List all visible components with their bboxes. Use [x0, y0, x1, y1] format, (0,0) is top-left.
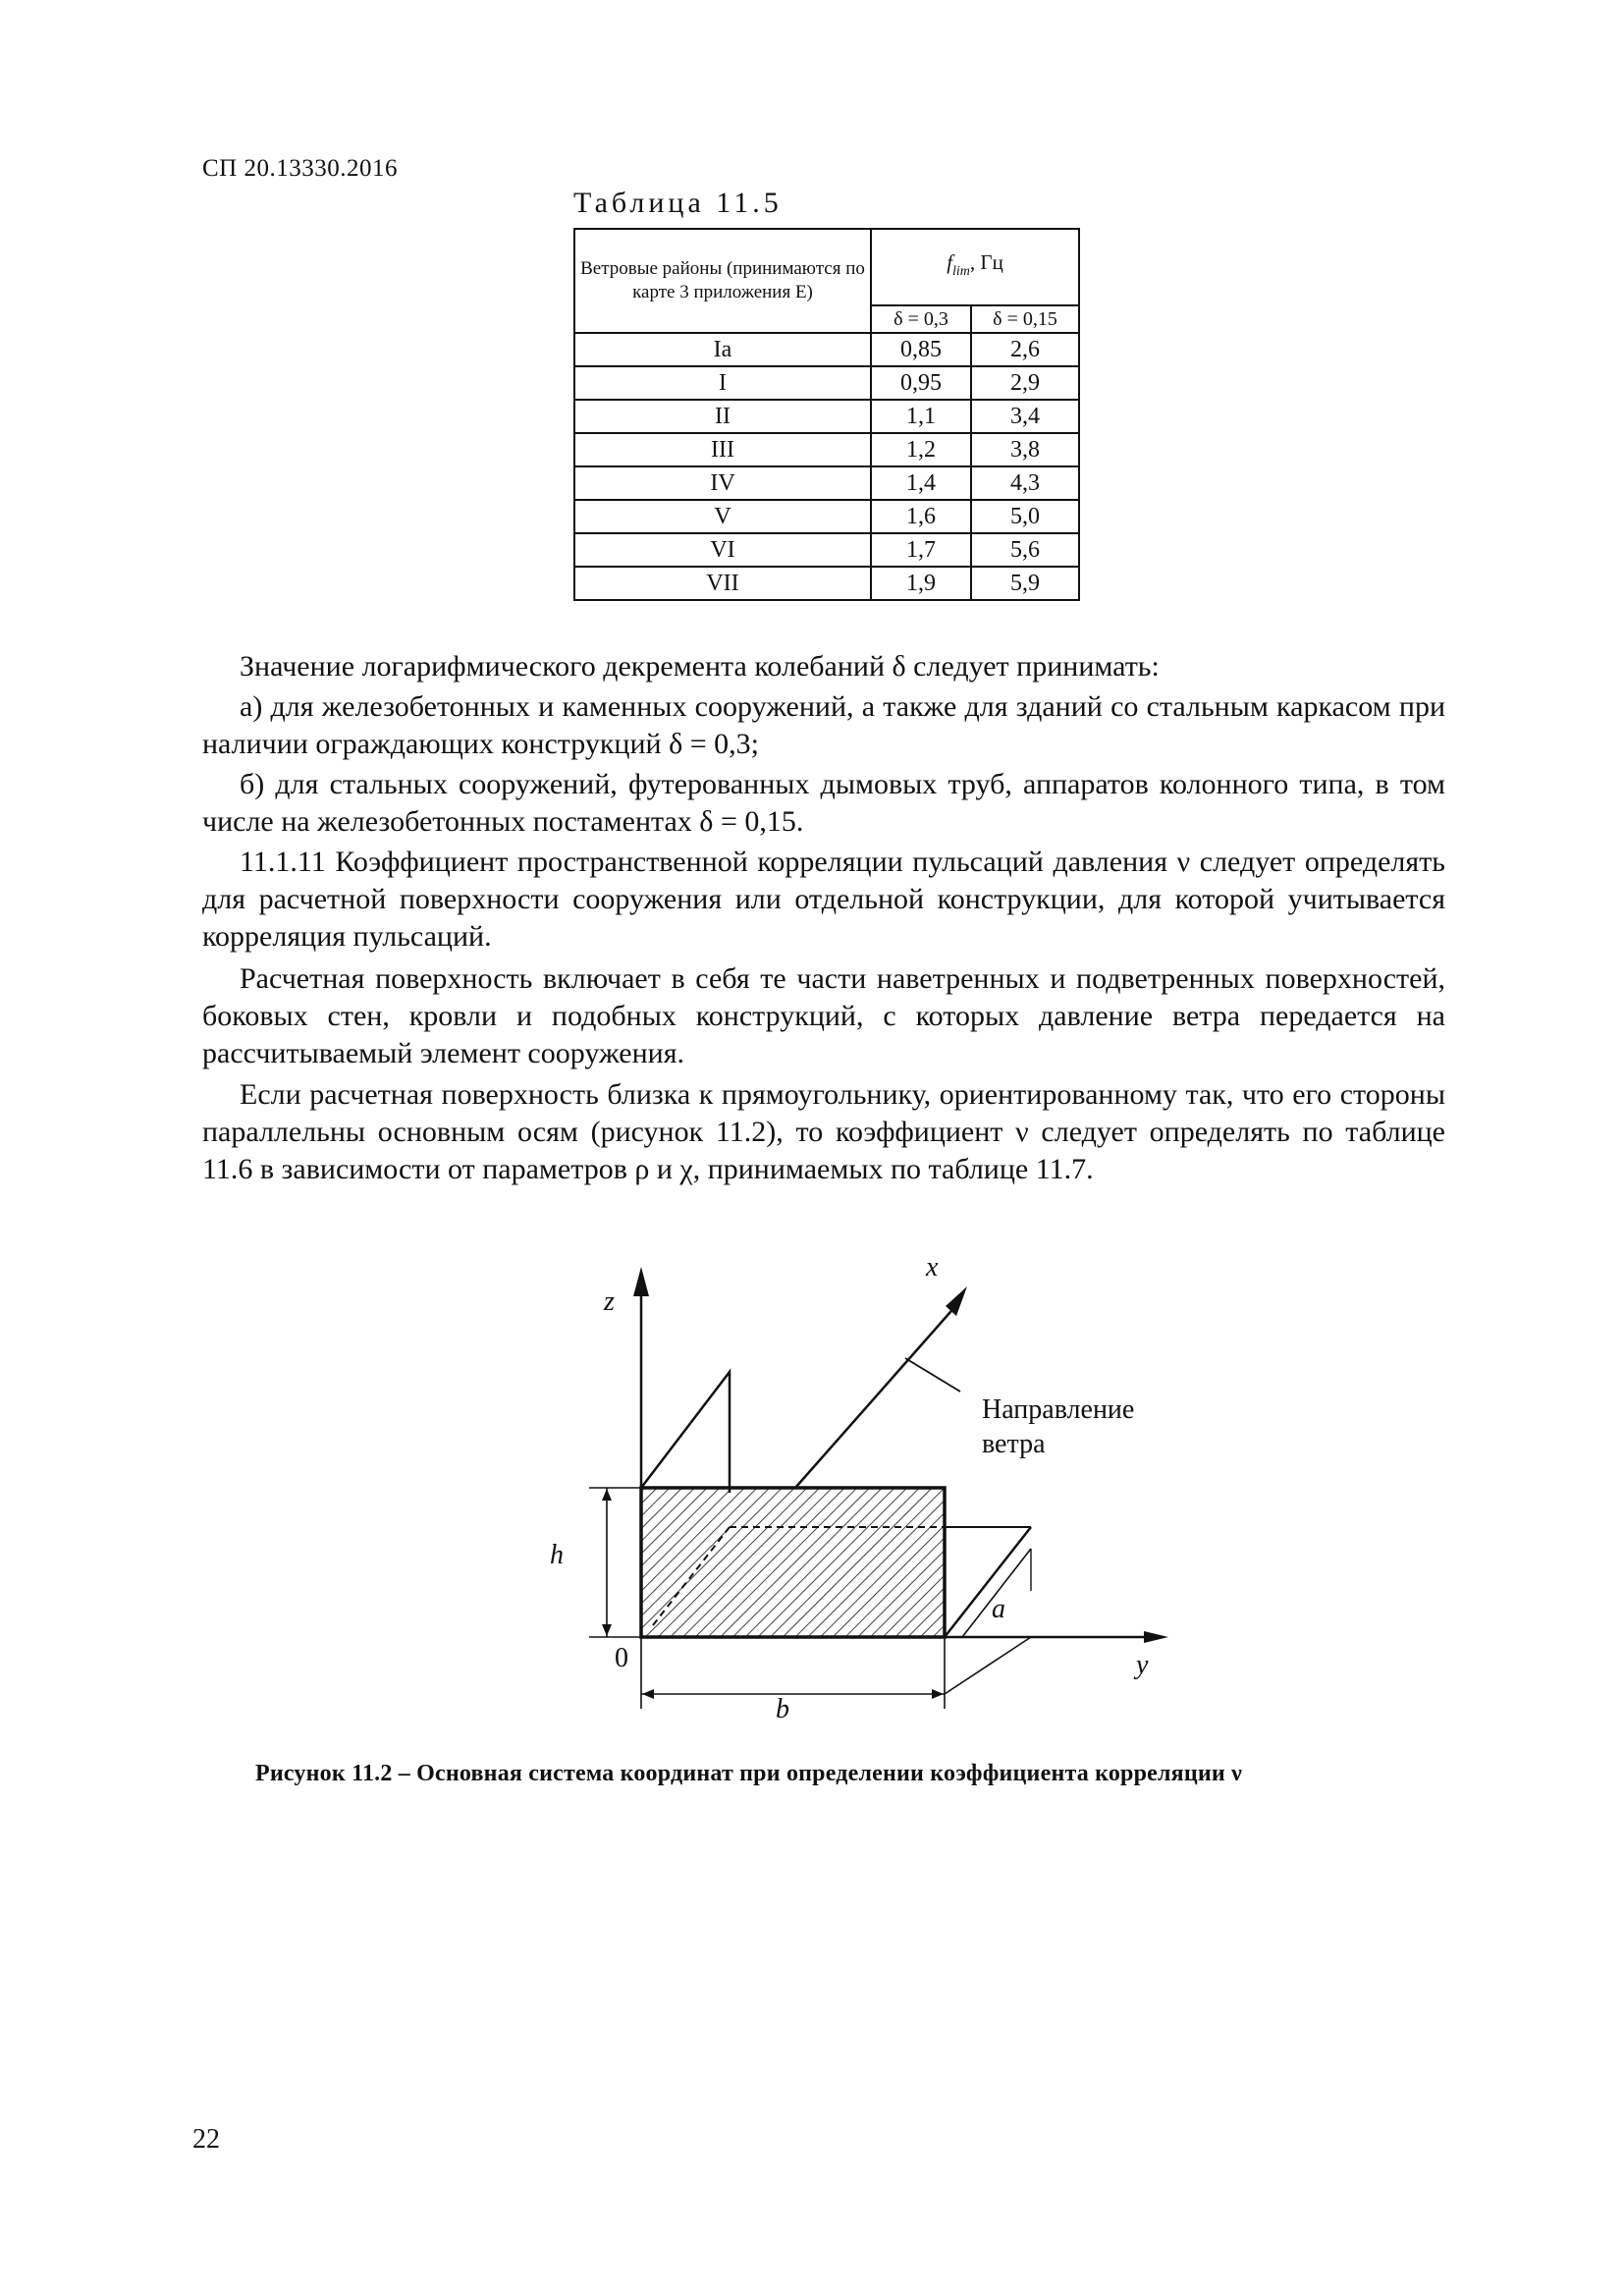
- axis-label-x: x: [926, 1252, 939, 1283]
- origin-label: 0: [615, 1643, 628, 1673]
- value-cell: 5,9: [971, 567, 1079, 600]
- region-cell: VII: [574, 567, 871, 600]
- table-row: [574, 433, 1079, 466]
- value-cell: 1,9: [871, 567, 971, 600]
- table-row: [574, 500, 1079, 533]
- value-cell: 5,6: [971, 533, 1079, 567]
- value-cell: 1,1: [871, 400, 971, 433]
- right-diagonal: [945, 1527, 1031, 1637]
- value-cell: 1,2: [871, 433, 971, 466]
- frequency-limit-table: [573, 228, 1080, 601]
- value-cell: 2,9: [971, 366, 1079, 400]
- paragraph-item-b: б) для стальных сооружений, футерованных дымовых труб, аппаратов колонного типа, в том числе на железобетонных постаментах δ = 0,15.: [202, 768, 1445, 838]
- coordinate-diagram: [550, 1257, 1178, 1728]
- table-row: [574, 333, 1079, 366]
- value-cell: 1,7: [871, 533, 971, 567]
- document-code: СП 20.13330.2016: [202, 155, 398, 182]
- dim-label-a: a: [992, 1594, 1005, 1624]
- value-cell: 0,85: [871, 333, 971, 366]
- region-cell: IV: [574, 466, 871, 500]
- page-number: 22: [192, 2124, 220, 2155]
- wind-direction-label-line2: ветра: [982, 1429, 1046, 1459]
- table-caption: Таблица 11.5: [573, 187, 783, 219]
- value-cell: 3,8: [971, 433, 1079, 466]
- dim-label-b: b: [776, 1694, 789, 1724]
- paragraph-decrement-intro: Значение логарифмического декремента колебаний δ следует принимать:: [240, 650, 1160, 683]
- value-cell: 0,95: [871, 366, 971, 400]
- paragraph-item-a: а) для железобетонных и каменных сооружений, а также для зданий со стальным каркасом при наличии ограждающих конструкций δ = 0,3;: [202, 690, 1445, 760]
- value-cell: 2,6: [971, 333, 1079, 366]
- value-cell: 1,6: [871, 500, 971, 533]
- x-axis: [795, 1286, 967, 1488]
- freq-unit: , Гц: [969, 250, 1003, 275]
- figure-caption: Рисунок 11.2 – Основная система координат при определении коэффициента корреляции ν: [255, 1761, 1243, 1786]
- wind-direction-leader: [905, 1358, 960, 1392]
- paragraph-rectangle-surface: Если расчетная поверхность близка к прямоугольнику, ориентированному так, что его стороны параллельны основным осям (рисунок 11.2), то коэффициент ν следует определять по таблице 11.6 в зависимости от параметров ρ и χ, принимаемых по таблице 11.7.: [202, 1078, 1445, 1185]
- header-delta-015: δ = 0,15: [971, 305, 1079, 333]
- header-delta-03: δ = 0,3: [871, 305, 971, 333]
- value-cell: 5,0: [971, 500, 1079, 533]
- paragraph-clause-11-1-11: 11.1.11 Коэффициент пространственной корреляции пульсаций давления ν следует определять для расчетной поверхности сооружения или отдельной конструкции, для которой учитывается корреляция пульсаций.: [202, 846, 1445, 953]
- paragraph-design-surface: Расчетная поверхность включает в себя те части наветренных и подветренных поверхностей, боковых стен, кровли и подобных конструкций, с которых давление ветра передается на рассчитываемый элемент сооружения.: [202, 962, 1445, 1069]
- value-cell: 3,4: [971, 400, 1079, 433]
- coordinate-system-figure: [550, 1252, 1178, 1728]
- wind-direction-label-line1: Направление: [982, 1394, 1135, 1425]
- axis-label-z: z: [604, 1286, 615, 1317]
- freq-subscript: lim: [952, 263, 970, 279]
- header-wind-regions: Ветровые районы (принимаются по карте 3 приложения Е): [574, 229, 871, 333]
- dim-label-h: h: [550, 1540, 564, 1570]
- value-cell: 1,4: [871, 466, 971, 500]
- table-row: [574, 466, 1079, 500]
- dimension-b: [641, 1637, 945, 1709]
- dimension-h: [589, 1488, 641, 1637]
- region-cell: Ia: [574, 333, 871, 366]
- region-cell: I: [574, 366, 871, 400]
- bottom-depth-line: [945, 1637, 1031, 1694]
- region-cell: V: [574, 500, 871, 533]
- table-row: [574, 400, 1079, 433]
- table-row: [574, 366, 1079, 400]
- value-cell: 4,3: [971, 466, 1079, 500]
- region-cell: II: [574, 400, 871, 433]
- freq-symbol: f: [947, 250, 953, 275]
- design-surface-rect: [641, 1488, 945, 1637]
- left-wall-edge: [641, 1372, 730, 1493]
- axis-label-y: y: [1136, 1650, 1149, 1680]
- table-row: [574, 567, 1079, 600]
- header-frequency-limit: [871, 229, 1079, 305]
- region-cell: VI: [574, 533, 871, 567]
- table-row: [574, 533, 1079, 567]
- region-cell: III: [574, 433, 871, 466]
